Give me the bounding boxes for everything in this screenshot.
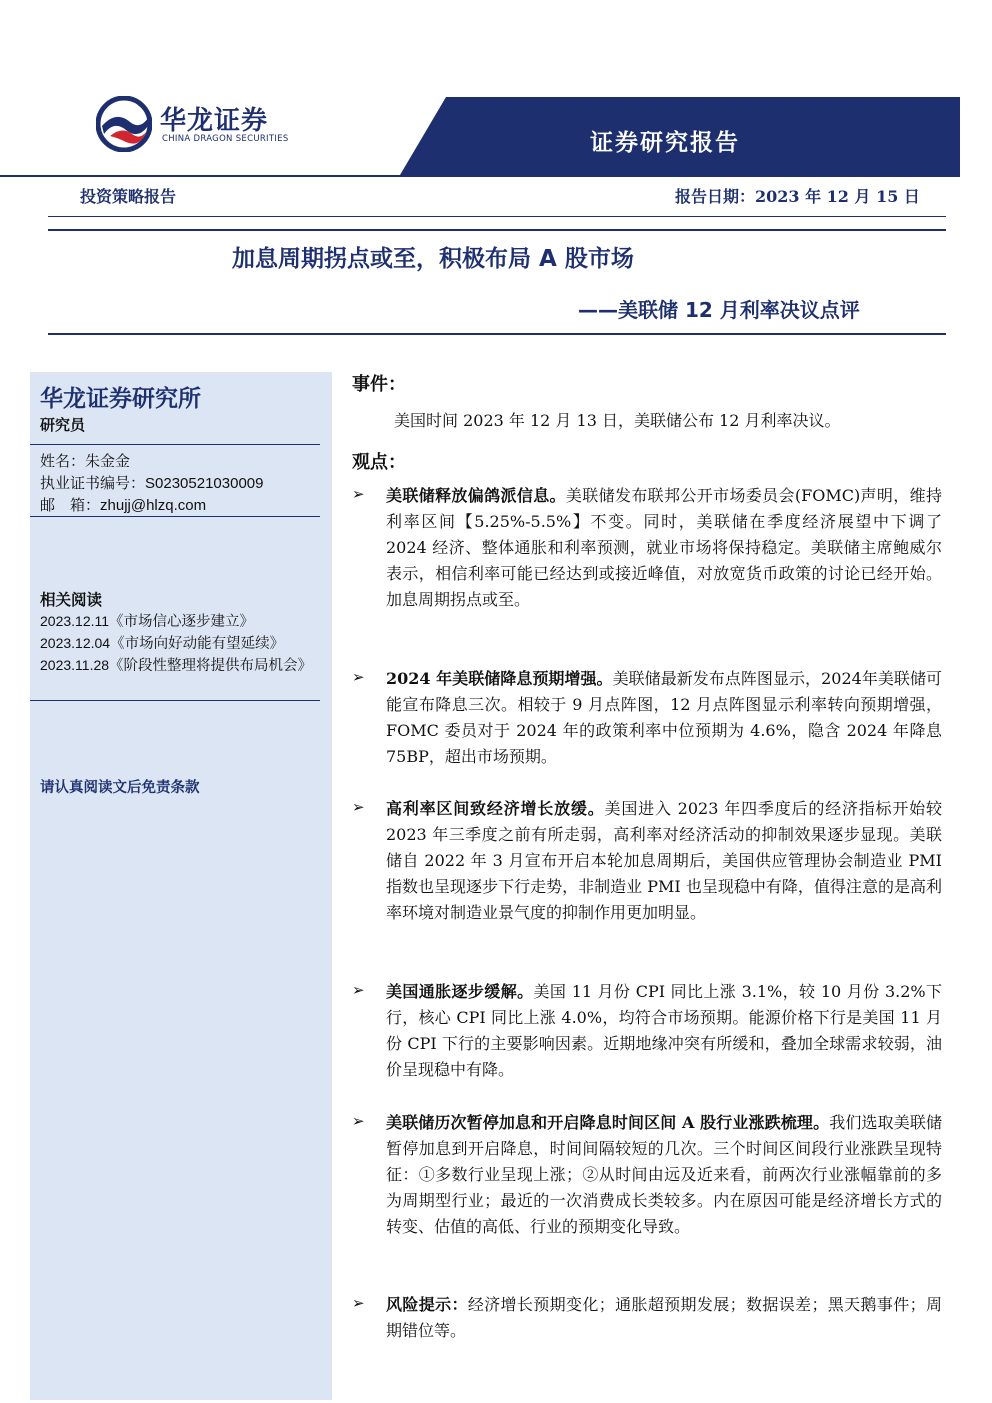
analyst-cert-label: 执业证书编号： [40,474,146,492]
bullet-paragraph [386,1292,942,1344]
bullet-text: 美国进入 2023 年四季度后的经济指标开始较 2023 年三季度之前有所走弱，高利率对经济活动的抑制效果逐步显现。美联储自 2022 年 3 月宣布开启本轮加息周期后，美国供应管理协会制造业 PMI 指数也呈现逐步下行走势，非制造业 PMI 也呈现稳中有降，值得注意的是高利率环境对制造业景气度的抑制作用更加明显。 [386,799,942,922]
related-item[interactable] [40,633,322,654]
divider [48,216,946,217]
analyst-email-value[interactable]: zhujj@hlzq.com [100,497,207,514]
related-item-title: 《市场信心逐步建立》 [109,614,255,630]
sidebar [30,372,332,1400]
related-item-date: 2023.11.28 [40,657,110,673]
company-logo [96,96,306,156]
arrow-bullet-icon: ➢ [352,981,365,999]
sidebar-divider [30,516,320,517]
sidebar-divider [30,444,320,445]
bullet-text: 我们选取美联储暂停加息到开启降息，时间间隔较短的几次。三个时间区间段行业涨跌呈现特征：①多数行业呈现上涨；②从时间由远及近来看，前两次行业涨幅靠前的多为周期型行业；最近的一次消费成长类较多。内在原因可能是经济增长方式的转变、估值的高低、行业的预期变化导致。 [386,1113,942,1236]
arrow-bullet-icon: ➢ [352,485,365,503]
view-bullet [352,483,942,613]
analyst-cert [40,472,263,493]
bullet-paragraph [386,666,942,770]
related-reading-heading: 相关阅读 [40,590,103,609]
sidebar-divider [30,700,320,701]
bullet-lead: 美联储历次暂停加息和开启降息时间区间 A 股行业涨跌梳理。 [386,1113,830,1132]
logo-chinese-name: 华龙证券 [160,106,269,136]
bullet-text: 美国 11 月份 CPI 同比上涨 3.1%，较 10 月份 3.2%下行，核心 CPI 同比上涨 4.0%，均符合市场预期。能源价格下行是美国 11 月份 CPI 下行的主要影响因素。近期地缘冲突有所缓和，叠加全球需求较弱，油价呈现稳中有降。 [386,982,942,1079]
analyst-cert-value: S0230521030009 [145,475,264,492]
arrow-bullet-icon: ➢ [352,1112,365,1130]
related-item-title: 《阶段性整理将提供布局机会》 [109,658,313,674]
bullet-text: 美联储最新发布点阵图显示，2024年美联储可能宣布降息三次。相较于 9 月点阵图，12 月点阵图显示利率转向预期增强，FOMC 委员对于 2024 年的政策利率中位预期为 4.6%，隐含 2024 年降息 75BP，超出市场预期。 [386,669,942,766]
related-item[interactable] [40,655,322,676]
bullet-lead: 高利率区间致经济增长放缓。 [386,799,605,818]
bullet-paragraph [386,1110,942,1240]
event-heading: 事件： [352,374,406,395]
bullet-lead: 美联储释放偏鸽派信息。 [386,486,566,505]
bullet-text: 美联储发布联邦公开市场委员会(FOMC)声明，维持利率区间【5.25%-5.5%】不变。同时，美联储在季度经济展望中下调了 2024 经济、整体通胀和利率预测，就业市场将保持稳定。美联储主席鲍威尔表示，相信利率可能已经达到或接近峰值，对放宽货币政策的讨论已经开始。加息周期拐点或至。 [386,486,942,609]
bullet-lead: 风险提示： [386,1295,468,1314]
related-item-date: 2023.12.04 [40,635,111,651]
header-divider [0,175,960,177]
view-heading: 观点： [352,452,406,473]
arrow-bullet-icon: ➢ [352,668,365,686]
analyst-role: 研究员 [40,416,86,434]
dragon-logo-icon [96,96,152,152]
view-bullet [352,796,942,926]
analyst-email [40,494,206,515]
bullet-paragraph [386,979,942,1083]
report-type: 投资策略报告 [80,187,177,206]
bullet-lead: 2024 年美联储降息预期增强。 [386,669,613,688]
related-item-date: 2023.12.11 [40,613,110,629]
view-bullet [352,1292,942,1344]
divider [48,333,946,335]
related-item-title: 《市场向好动能有望延续》 [110,636,285,652]
analyst-email-label: 邮 箱： [40,496,101,514]
arrow-bullet-icon: ➢ [352,1294,365,1312]
view-bullet [352,1110,942,1240]
report-date: 报告日期：2023 年 12 月 15 日 [675,187,920,206]
arrow-bullet-icon: ➢ [352,798,365,816]
analyst-name [40,450,130,471]
view-bullet [352,979,942,1083]
institution-name: 华龙证券研究所 [40,386,201,412]
report-banner [400,97,960,175]
divider [48,229,946,231]
analyst-name-label: 姓名： [40,452,86,470]
related-item[interactable] [40,611,322,632]
bullet-paragraph [386,796,942,926]
analyst-name-value: 朱金金 [85,452,131,470]
event-text: 美国时间 2023 年 12 月 13 日，美联储公布 12 月利率决议。 [394,411,841,430]
bullet-lead: 美国通胀逐步缓解。 [386,982,534,1001]
view-bullet [352,666,942,770]
logo-english-name: CHINA DRAGON SECURITIES [162,134,289,144]
disclaimer-notice[interactable]: 请认真阅读文后免责条款 [40,779,200,796]
report-subtitle: ——美联储 12 月利率决议点评 [578,298,860,322]
report-title: 加息周期拐点或至，积极布局 A 股市场 [232,246,634,272]
banner-title: 证券研究报告 [590,129,740,156]
bullet-paragraph [386,483,942,613]
bullet-text: 经济增长预期变化；通胀超预期发展；数据误差；黑天鹅事件；周期错位等。 [386,1295,942,1340]
